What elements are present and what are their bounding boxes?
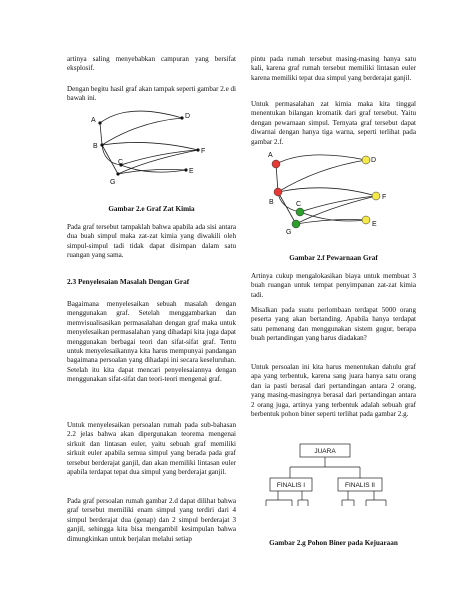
node-label-f: F	[201, 148, 206, 155]
node-g-color	[292, 220, 300, 228]
node-f-color	[372, 192, 380, 200]
right-paragraph-1: pintu pada rumah tersebut masing-masing hanya satu kali, karena graf rumah tersebut memiliki lintasan euler karena memiliki tepat dua simpul yang berderajat ganjil.	[251, 55, 416, 82]
figure-2g-binary-tree	[262, 440, 402, 526]
node-b-color	[274, 188, 282, 196]
figure-2e-caption: Gambar 2.e Graf Zat Kimia	[108, 205, 195, 213]
node-label-c: C	[118, 159, 124, 166]
node-label-e: E	[189, 168, 194, 175]
right-paragraph-5: Untuk persoalan ini kita harus menentukan dahulu graf apa yang terbentuk, karena sang juara hanya satu orang dan ia pasti berasal dari pertandingan antara 2 orang, yang masing-masingnya berasal dari pertandingan antara 2 orang juga, artinya yang terbentuk adalah sebuah graf berbentuk pohon biner seperti terlihat pada gambar 2.g.	[251, 363, 416, 419]
node-label-a: A	[268, 152, 273, 159]
node-label-c: C	[296, 201, 302, 208]
left-paragraph-6: Pada graf persoalan rumah gambar 2.d dapat dilihat bahwa graf tersebut memiliki enam simpul yang terdiri dari 4 simpul berderajat dua (genap) dan 2 simpul berderajat 3 ganjil, sehingga kita bisa mengambil kesimpulan bahwa dimungkinkan untuk berjalan melalui setiap	[67, 497, 236, 543]
node-label-a: A	[91, 117, 96, 124]
section-heading: 2.3 Penyelesaian Masalah Dengan Graf	[67, 277, 190, 286]
figure-2f-colored-graph	[262, 152, 392, 238]
left-paragraph-2: Dengan begitu hasil graf akan tampak seperti gambar 2.e di bawah ini.	[67, 85, 237, 103]
node-label-d: D	[371, 157, 377, 164]
left-paragraph-4: Bagaimana menyelesaikan sebuah masalah dengan menggunakan graf. Setelah menggambarkan dan memvisualisasikan permasalahan dengan graf maka untuk menyelesaikan permasalahan yang dihadapi kita juga dapat menggunakan berbagai teori dan sifat-sifat graf. Tentu untuk menyelesaikannya kita harus mempunyai pandangan bagaimana persoalan yang dihadapi ini secara keseluruhan. Setelah itu kita dapat mencari penyelesaiannya dengan menggunakan sifat-sifat dan teori-teori mengenai graf.	[67, 300, 236, 384]
figure-2g-caption: Gambar 2.g Pohon Biner pada Kejuaraan	[269, 539, 398, 547]
node-d-color	[362, 156, 370, 164]
figure-2f-caption: Gambar 2.f Pewarnaan Graf	[289, 254, 378, 262]
node-label-f: F	[382, 194, 387, 201]
node-label-d: D	[185, 113, 191, 120]
node-label-g: G	[286, 229, 292, 236]
node-label-e: E	[372, 221, 377, 228]
node-e-color	[362, 216, 370, 224]
left-paragraph-1: artinya saling menyebabkan campuran yang bersifat eksplosif.	[67, 55, 236, 73]
left-paragraph-5: Untuk menyelesaikan persoalan rumah pada sub-bahasan 2.2 jelas bahwa akan dipergunakan teorema mengenai sirkuit dan lintasan euler, yaitu sebuah graf memiliki sirkuit euler apabila semua simpul yang berada pada graf tersebut berderajat ganjil, dan akan memiliki lintasan euler apabila terdapat tepat dua simpul yang berderajat ganjil.	[67, 421, 236, 477]
node-c-color	[296, 208, 304, 216]
tree-left-label: FINALIS I	[276, 482, 306, 489]
left-paragraph-3: Pada graf tersebut tampaklah bahwa apabila ada sisi antara dua buah simpul maka zat-zat kimia yang diwakili oleh simpul-simpul tadi tidak dapat disimpan dalam satu ruangan yang sama.	[67, 223, 236, 260]
right-paragraph-4: Misalkan pada suatu perlombaan terdapat 5000 orang peserta yang akan bertanding. Apabila hanya terdapat satu pemenang dan menggunakan sistem gugur, berapa buah pertandingan yang harus diadakan?	[251, 306, 416, 343]
node-label-b: B	[269, 199, 274, 206]
tree-root-label: JUARA	[314, 448, 336, 455]
node-label-g: G	[110, 179, 116, 186]
node-a-color	[272, 160, 280, 168]
tree-right-label: FINALIS II	[345, 482, 375, 489]
right-paragraph-2: Untuk permasalahan zat kimia maka kita tinggal menentukan bilangan kromatik dari graf tersebut. Yaitu dengan pewarnaan simpul. Ternyata graf tersebut dapat diwarnai dengan hanya tiga warna, seperti terlihat pada gambar 2.f.	[251, 100, 416, 146]
right-paragraph-3: Artinya cukup mengalokasikan biaya untuk membuat 3 buah ruangan untuk tempat penyimpanan zat-zat kimia tadi.	[251, 272, 416, 299]
node-label-b: B	[93, 143, 98, 150]
figure-2e-graph	[88, 108, 218, 188]
